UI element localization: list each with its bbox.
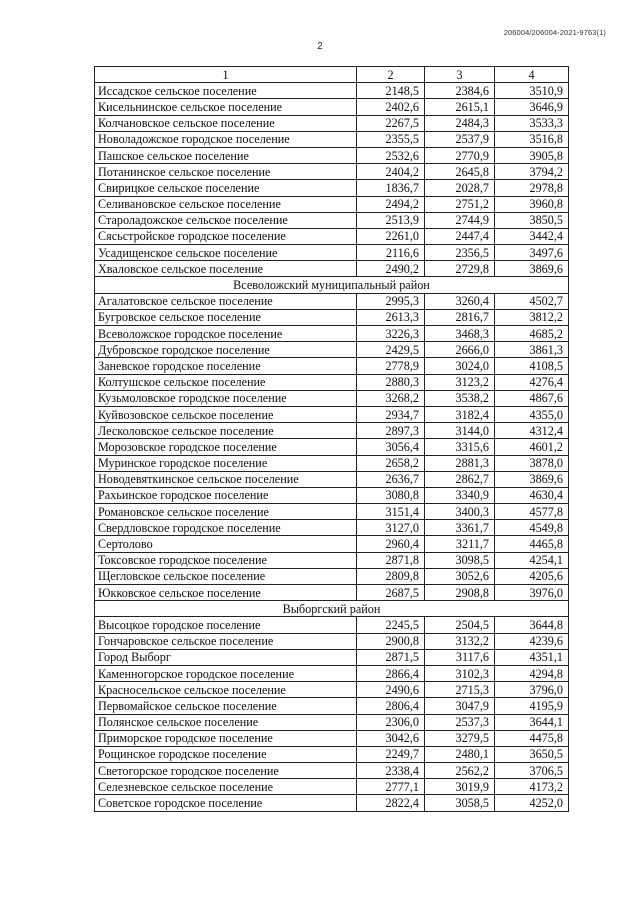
value-cell: 2816,7 [425,309,495,325]
table-row [95,147,569,163]
settlement-name-cell: Колтушское сельское поселение [95,374,357,390]
table-row [95,180,569,196]
value-cell: 4549,8 [495,520,569,536]
value-cell: 3047,9 [425,698,495,714]
value-cell: 4475,8 [495,730,569,746]
value-cell: 3080,8 [357,487,425,503]
value-cell: 3102,3 [425,665,495,681]
table-row [95,131,569,147]
value-cell: 2402,6 [357,99,425,115]
table-row [95,730,569,746]
table-row [95,698,569,714]
value-cell: 4577,8 [495,504,569,520]
value-cell: 3279,5 [425,730,495,746]
column-header: 1 [95,67,357,83]
value-cell: 3361,7 [425,520,495,536]
value-cell: 2261,0 [357,228,425,244]
section-header-row [95,601,569,617]
value-cell: 2338,4 [357,763,425,779]
value-cell: 3024,0 [425,358,495,374]
value-cell: 3706,5 [495,763,569,779]
value-cell: 2809,8 [357,568,425,584]
value-cell: 2871,8 [357,552,425,568]
value-cell: 1836,7 [357,180,425,196]
value-cell: 2537,3 [425,714,495,730]
value-cell: 3861,3 [495,342,569,358]
value-cell: 3878,0 [495,455,569,471]
table-row [95,714,569,730]
tariff-table [94,66,569,812]
column-header: 2 [357,67,425,83]
tariff-table-body [95,67,569,812]
settlement-name-cell: Высоцкое городское поселение [95,617,357,633]
settlement-name-cell: Романовское сельское поселение [95,504,357,520]
value-cell: 2995,3 [357,293,425,309]
table-row [95,617,569,633]
value-cell: 2729,8 [425,261,495,277]
value-cell: 2116,6 [357,245,425,261]
value-cell: 4252,0 [495,795,569,811]
table-row [95,342,569,358]
value-cell: 3400,3 [425,504,495,520]
value-cell: 3098,5 [425,552,495,568]
value-cell: 3468,3 [425,326,495,342]
value-cell: 2880,3 [357,374,425,390]
value-cell: 3646,9 [495,99,569,115]
settlement-name-cell: Советское городское поселение [95,795,357,811]
table-row [95,99,569,115]
value-cell: 4355,0 [495,406,569,422]
value-cell: 4205,6 [495,568,569,584]
settlement-name-cell: Усадищенское сельское поселение [95,245,357,261]
value-cell: 3644,8 [495,617,569,633]
settlement-name-cell: Иссадское сельское поселение [95,83,357,99]
value-cell: 3182,4 [425,406,495,422]
value-cell: 2715,3 [425,682,495,698]
value-cell: 3144,0 [425,423,495,439]
table-row [95,633,569,649]
settlement-name-cell: Каменногорское городское поселение [95,665,357,681]
page-number: 2 [317,41,323,52]
settlement-name-cell: Юкковское сельское поселение [95,585,357,601]
value-cell: 3132,2 [425,633,495,649]
table-row [95,585,569,601]
value-cell: 2480,1 [425,746,495,762]
value-cell: 4867,6 [495,390,569,406]
settlement-name-cell: Полянское сельское поселение [95,714,357,730]
value-cell: 4630,4 [495,487,569,503]
table-row [95,326,569,342]
value-cell: 4173,2 [495,779,569,795]
table-row [95,568,569,584]
settlement-name-cell: Красносельское сельское поселение [95,682,357,698]
value-cell: 2960,4 [357,536,425,552]
value-cell: 3510,9 [495,83,569,99]
settlement-name-cell: Кузьмоловское городское поселение [95,390,357,406]
value-cell: 2806,4 [357,698,425,714]
settlement-name-cell: Всеволожское городское поселение [95,326,357,342]
table-row [95,665,569,681]
value-cell: 2636,7 [357,471,425,487]
value-cell: 4601,2 [495,439,569,455]
settlement-name-cell: Светогорское городское поселение [95,763,357,779]
value-cell: 4108,5 [495,358,569,374]
table-row [95,682,569,698]
document-code: 206004/206004-2021-9763(1) [503,28,606,37]
table-row [95,293,569,309]
table-row [95,649,569,665]
section-title: Выборгский район [95,601,569,617]
table-row [95,536,569,552]
value-cell: 2770,9 [425,147,495,163]
section-header-row [95,277,569,293]
value-cell: 3869,6 [495,261,569,277]
value-cell: 2881,3 [425,455,495,471]
value-cell: 2429,5 [357,342,425,358]
column-header: 3 [425,67,495,83]
settlement-name-cell: Рахьинское городское поселение [95,487,357,503]
value-cell: 3850,5 [495,212,569,228]
table-row [95,423,569,439]
value-cell: 3869,6 [495,471,569,487]
value-cell: 4294,8 [495,665,569,681]
value-cell: 3516,8 [495,131,569,147]
settlement-name-cell: Староладожское сельское поселение [95,212,357,228]
settlement-name-cell: Пашское сельское поселение [95,147,357,163]
value-cell: 2645,8 [425,164,495,180]
value-cell: 2484,3 [425,115,495,131]
value-cell: 4312,4 [495,423,569,439]
table-row [95,212,569,228]
value-cell: 2356,5 [425,245,495,261]
value-cell: 2245,5 [357,617,425,633]
value-cell: 3442,4 [495,228,569,244]
value-cell: 2751,2 [425,196,495,212]
table-row [95,406,569,422]
settlement-name-cell: Свирицкое сельское поселение [95,180,357,196]
value-cell: 2513,9 [357,212,425,228]
value-cell: 2490,2 [357,261,425,277]
value-cell: 2822,4 [357,795,425,811]
settlement-name-cell: Потанинское сельское поселение [95,164,357,180]
settlement-name-cell: Город Выборг [95,649,357,665]
value-cell: 2404,2 [357,164,425,180]
value-cell: 3644,1 [495,714,569,730]
tariff-table-container [94,66,568,812]
table-row [95,228,569,244]
value-cell: 3812,2 [495,309,569,325]
table-row [95,779,569,795]
value-cell: 2384,6 [425,83,495,99]
value-cell: 3226,3 [357,326,425,342]
table-row [95,795,569,811]
value-cell: 3058,5 [425,795,495,811]
value-cell: 2934,7 [357,406,425,422]
value-cell: 4351,1 [495,649,569,665]
settlement-name-cell: Новодевяткинское сельское поселение [95,471,357,487]
settlement-name-cell: Щегловское сельское поселение [95,568,357,584]
table-row [95,487,569,503]
value-cell: 3127,0 [357,520,425,536]
settlement-name-cell: Приморское городское поселение [95,730,357,746]
value-cell: 2900,8 [357,633,425,649]
settlement-name-cell: Муринское городское поселение [95,455,357,471]
column-header: 4 [495,67,569,83]
value-cell: 3151,4 [357,504,425,520]
value-cell: 2490,6 [357,682,425,698]
value-cell: 3123,2 [425,374,495,390]
value-cell: 3056,4 [357,439,425,455]
value-cell: 2613,3 [357,309,425,325]
table-row [95,261,569,277]
value-cell: 2744,9 [425,212,495,228]
settlement-name-cell: Морозовское городское поселение [95,439,357,455]
value-cell: 3533,3 [495,115,569,131]
value-cell: 2494,2 [357,196,425,212]
value-cell: 2562,2 [425,763,495,779]
settlement-name-cell: Гончаровское сельское поселение [95,633,357,649]
settlement-name-cell: Сясьстройское городское поселение [95,228,357,244]
table-row [95,196,569,212]
value-cell: 2866,4 [357,665,425,681]
value-cell: 3538,2 [425,390,495,406]
value-cell: 3794,2 [495,164,569,180]
table-row [95,763,569,779]
table-header-row [95,67,569,83]
settlement-name-cell: Хваловское сельское поселение [95,261,357,277]
table-row [95,746,569,762]
value-cell: 2666,0 [425,342,495,358]
table-row [95,552,569,568]
value-cell: 2908,8 [425,585,495,601]
table-row [95,390,569,406]
value-cell: 3268,2 [357,390,425,406]
value-cell: 4685,2 [495,326,569,342]
table-row [95,83,569,99]
table-row [95,520,569,536]
value-cell: 4254,1 [495,552,569,568]
value-cell: 3315,6 [425,439,495,455]
value-cell: 2028,7 [425,180,495,196]
value-cell: 2504,5 [425,617,495,633]
settlement-name-cell: Колчановское сельское поселение [95,115,357,131]
value-cell: 2687,5 [357,585,425,601]
settlement-name-cell: Кисельнинское сельское поселение [95,99,357,115]
value-cell: 3260,4 [425,293,495,309]
value-cell: 2862,7 [425,471,495,487]
value-cell: 4276,4 [495,374,569,390]
settlement-name-cell: Рощинское городское поселение [95,746,357,762]
value-cell: 2306,0 [357,714,425,730]
value-cell: 3019,9 [425,779,495,795]
value-cell: 3796,0 [495,682,569,698]
value-cell: 3117,6 [425,649,495,665]
value-cell: 4502,7 [495,293,569,309]
settlement-name-cell: Куйвозовское сельское поселение [95,406,357,422]
settlement-name-cell: Заневское городское поселение [95,358,357,374]
value-cell: 2615,1 [425,99,495,115]
value-cell: 3497,6 [495,245,569,261]
value-cell: 2537,9 [425,131,495,147]
value-cell: 3976,0 [495,585,569,601]
settlement-name-cell: Токсовское городское поселение [95,552,357,568]
value-cell: 4465,8 [495,536,569,552]
settlement-name-cell: Дубровское городское поселение [95,342,357,358]
table-row [95,374,569,390]
settlement-name-cell: Селезневское сельское поселение [95,779,357,795]
value-cell: 4195,9 [495,698,569,714]
value-cell: 2658,2 [357,455,425,471]
value-cell: 3042,6 [357,730,425,746]
value-cell: 2978,8 [495,180,569,196]
value-cell: 2777,1 [357,779,425,795]
table-row [95,439,569,455]
settlement-name-cell: Бугровское сельское поселение [95,309,357,325]
value-cell: 2249,7 [357,746,425,762]
value-cell: 4239,6 [495,633,569,649]
settlement-name-cell: Сертолово [95,536,357,552]
value-cell: 2778,9 [357,358,425,374]
value-cell: 3650,5 [495,746,569,762]
table-row [95,164,569,180]
value-cell: 3052,6 [425,568,495,584]
section-title: Всеволожский муниципальный район [95,277,569,293]
value-cell: 2871,5 [357,649,425,665]
table-row [95,309,569,325]
value-cell: 3905,8 [495,147,569,163]
settlement-name-cell: Лесколовское сельское поселение [95,423,357,439]
value-cell: 2447,4 [425,228,495,244]
value-cell: 3211,7 [425,536,495,552]
settlement-name-cell: Агалатовское сельское поселение [95,293,357,309]
table-row [95,115,569,131]
settlement-name-cell: Свердловское городское поселение [95,520,357,536]
table-row [95,504,569,520]
value-cell: 2148,5 [357,83,425,99]
table-row [95,358,569,374]
value-cell: 3960,8 [495,196,569,212]
settlement-name-cell: Новоладожское городское поселение [95,131,357,147]
settlement-name-cell: Селивановское сельское поселение [95,196,357,212]
settlement-name-cell: Первомайское сельское поселение [95,698,357,714]
table-row [95,455,569,471]
value-cell: 2897,3 [357,423,425,439]
table-row [95,245,569,261]
table-row [95,471,569,487]
value-cell: 3340,9 [425,487,495,503]
value-cell: 2267,5 [357,115,425,131]
value-cell: 2532,6 [357,147,425,163]
value-cell: 2355,5 [357,131,425,147]
